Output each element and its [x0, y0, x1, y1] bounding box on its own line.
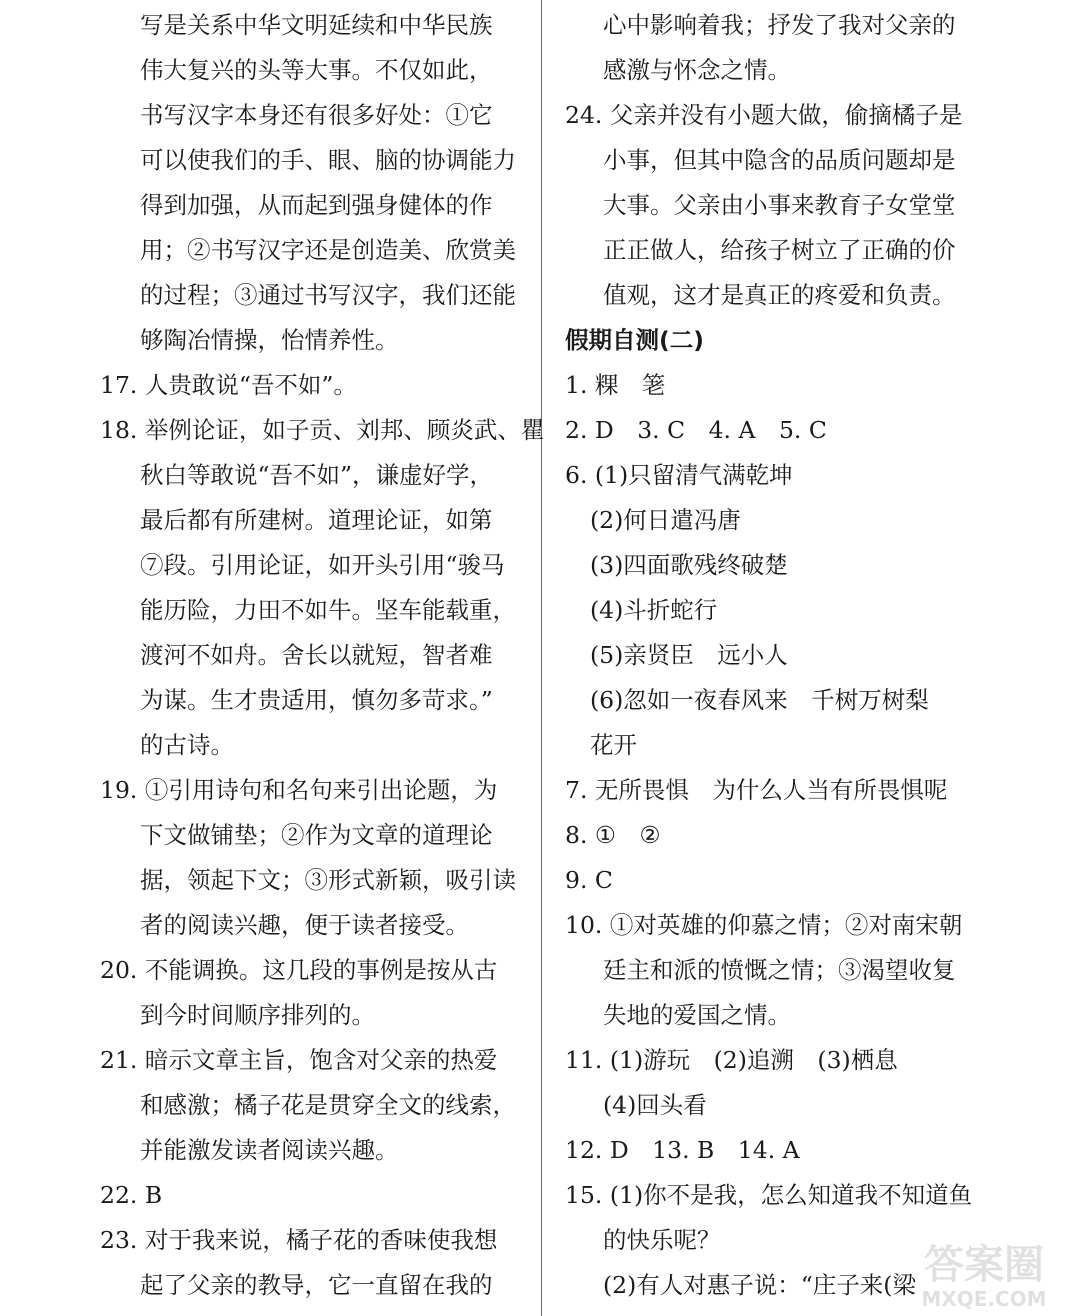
text-line: 秋白等敢说“吾不如”，谦虚好学， [140, 461, 494, 489]
text-line: 的过程；③通过书写汉字，我们还能 [140, 281, 516, 309]
text-line: 到今时间顺序排列的。 [140, 1001, 375, 1029]
answer-12-14: 12. D 13. B 14. A [565, 1136, 800, 1164]
text-line: 能历险，力田不如牛。坚车能载重， [140, 596, 516, 624]
text-line: 正正做人，给孩子树立了正确的价 [603, 236, 956, 264]
text-line: 失地的爱国之情。 [603, 1001, 791, 1029]
answer-17: 17. 人贵敢说“吾不如”。 [100, 371, 357, 399]
sub-answer: (6)忽如一夜春风来 千树万树梨 [590, 686, 929, 714]
answer-1: 1. 粿 䇭 [565, 371, 666, 399]
text-line: 书写汉字本身还有很多好处：①它 [140, 101, 493, 129]
text-line: 可以使我们的手、眼、脑的协调能力 [140, 146, 516, 174]
watermark-text: 答案圈 [924, 1242, 1044, 1288]
text-line: 用；②书写汉字还是创造美、欣赏美 [140, 236, 516, 264]
text-line: 和感激；橘子花是贯穿全文的线索， [140, 1091, 516, 1119]
answer-21: 21. 暗示文章主旨，饱含对父亲的热爱 [100, 1046, 498, 1074]
watermark-subtext: MXQE.COM [921, 1287, 1047, 1311]
text-line: 最后都有所建树。道理论证，如第 [140, 506, 493, 534]
text-line: 大事。父亲由小事来教育子女堂堂 [603, 191, 956, 219]
answer-10: 10. ①对英雄的仰慕之情；②对南宋朝 [565, 911, 963, 939]
text-line: 渡河不如舟。舍长以就短，智者难 [140, 641, 493, 669]
sub-answer: (3)四面歌残终破楚 [590, 551, 788, 579]
sub-answer: (5)亲贤臣 远小人 [590, 641, 788, 669]
text-line: ⑦段。引用论证，如开头引用“骏马 [140, 551, 505, 579]
text-line: 值观，这才是真正的疼爱和负责。 [603, 281, 956, 309]
text-line: 起了父亲的教导，它一直留在我的 [140, 1271, 493, 1299]
text-line: 感激与怀念之情。 [603, 56, 791, 84]
text-line: 写是关系中华文明延续和中华民族 [140, 11, 493, 39]
answer-11: 11. (1)游玩 (2)追溯 (3)栖息 [565, 1046, 898, 1074]
text-line: 者的阅读兴趣，便于读者接受。 [140, 911, 469, 939]
text-line: 心中影响着我；抒发了我对父亲的 [603, 11, 956, 39]
text-line: 据，领起下文；③形式新颖，吸引读 [140, 866, 516, 894]
text-line: 伟大复兴的头等大事。不仅如此， [140, 56, 493, 84]
sub-answer: (2)何日遣冯唐 [590, 506, 741, 534]
text-line: 为谋。生才贵适用，慎勿多苛求。” [140, 686, 493, 714]
answer-18: 18. 举例论证，如子贡、刘邦、顾炎武、瞿 [100, 416, 545, 444]
section-heading: 假期自测(二) [565, 326, 704, 354]
text-line: 得到加强，从而起到强身健体的作 [140, 191, 493, 219]
answer-9: 9. C [565, 866, 613, 894]
sub-answer: (2)有人对惠子说：“庄子来(梁 [603, 1271, 916, 1299]
answer-2-5: 2. D 3. C 4. A 5. C [565, 416, 827, 444]
sub-answer: (4)斗折蛇行 [590, 596, 718, 624]
answer-23: 23. 对于我来说，橘子花的香味使我想 [100, 1226, 498, 1254]
answer-22: 22. B [100, 1181, 163, 1209]
text-line: 够陶冶情操，怡情养性。 [140, 326, 399, 354]
text-line: 下文做铺垫；②作为文章的道理论 [140, 821, 493, 849]
answer-7: 7. 无所畏惧 为什么人当有所畏惧呢 [565, 776, 948, 804]
answer-6: 6. (1)只留清气满乾坤 [565, 461, 793, 489]
watermark-logo [894, 1234, 1074, 1314]
text-line: 花开 [590, 731, 637, 759]
text-line: 廷主和派的愤慨之情；③渴望收复 [603, 956, 956, 984]
answer-8: 8. ① ② [565, 821, 661, 849]
answer-24: 24. 父亲并没有小题大做，偷摘橘子是 [565, 101, 963, 129]
text-line: 的古诗。 [140, 731, 234, 759]
text-line: 的快乐呢？ [603, 1226, 721, 1254]
text-line: 并能激发读者阅读兴趣。 [140, 1136, 399, 1164]
sub-answer: (4)回头看 [603, 1091, 707, 1119]
answer-19: 19. ①引用诗句和名句来引出论题，为 [100, 776, 498, 804]
answer-15: 15. (1)你不是我，怎么知道我不知道鱼 [565, 1181, 973, 1209]
answer-20: 20. 不能调换。这几段的事例是按从古 [100, 956, 498, 984]
text-line: 小事，但其中隐含的品质问题却是 [603, 146, 956, 174]
column-divider [541, 0, 542, 1316]
